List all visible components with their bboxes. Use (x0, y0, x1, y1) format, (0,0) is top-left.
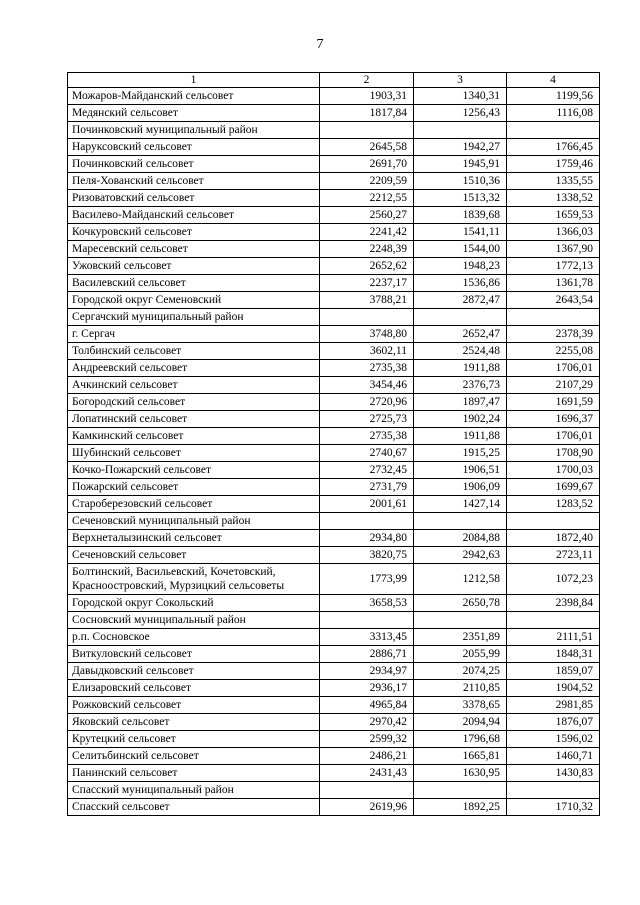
table-row (68, 697, 600, 714)
row-value-col3 (414, 513, 507, 530)
row-name-cell: Сосновский муниципальный район (68, 612, 320, 629)
row-name-cell: Богородский сельсовет (68, 394, 320, 411)
row-value-col3: 1256,43 (414, 105, 507, 122)
row-value-col4: 2255,08 (507, 343, 600, 360)
row-value-col4: 1759,46 (507, 156, 600, 173)
row-value-col4: 1772,13 (507, 258, 600, 275)
table-row (68, 88, 600, 105)
row-value-col4: 1366,03 (507, 224, 600, 241)
row-value-col2: 3602,11 (320, 343, 414, 360)
row-name-cell: Ачкинский сельсовет (68, 377, 320, 394)
row-value-col4: 1876,07 (507, 714, 600, 731)
column-header-3: 3 (414, 73, 507, 88)
row-value-col3: 2351,89 (414, 629, 507, 646)
row-name-cell: Пожарский сельсовет (68, 479, 320, 496)
row-value-col4: 1859,07 (507, 663, 600, 680)
row-value-col3: 1427,14 (414, 496, 507, 513)
row-value-col2: 2934,97 (320, 663, 414, 680)
table-row (68, 530, 600, 547)
table-row (68, 731, 600, 748)
table-row (68, 292, 600, 309)
row-value-col2: 2691,70 (320, 156, 414, 173)
row-value-col4: 1872,40 (507, 530, 600, 547)
row-value-col4: 1367,90 (507, 241, 600, 258)
row-name-cell: Сергачский муниципальный район (68, 309, 320, 326)
row-value-col2: 2248,39 (320, 241, 414, 258)
table-row (68, 241, 600, 258)
row-value-col3: 1942,27 (414, 139, 507, 156)
table-row (68, 275, 600, 292)
row-value-col4: 1199,56 (507, 88, 600, 105)
table-row (68, 326, 600, 343)
row-value-col4: 1335,55 (507, 173, 600, 190)
row-value-col3: 2084,88 (414, 530, 507, 547)
row-value-col4: 2643,54 (507, 292, 600, 309)
row-name-cell: Медянский сельсовет (68, 105, 320, 122)
row-value-col4: 1691,59 (507, 394, 600, 411)
row-value-col2: 2237,17 (320, 275, 414, 292)
column-header-4: 4 (507, 73, 600, 88)
row-value-col2: 4965,84 (320, 697, 414, 714)
table-row (68, 799, 600, 816)
row-value-col3: 2650,78 (414, 595, 507, 612)
row-value-col4: 1848,31 (507, 646, 600, 663)
row-name-cell: Шубинский сельсовет (68, 445, 320, 462)
row-value-col4: 1596,02 (507, 731, 600, 748)
row-value-col3: 1212,58 (414, 564, 507, 595)
table-row (68, 564, 600, 595)
row-value-col3: 1536,86 (414, 275, 507, 292)
row-value-col3: 2074,25 (414, 663, 507, 680)
table-row (68, 207, 600, 224)
row-value-col2: 2725,73 (320, 411, 414, 428)
table-row (68, 309, 600, 326)
row-name-cell: Виткуловский сельсовет (68, 646, 320, 663)
row-value-col3 (414, 612, 507, 629)
row-value-col2: 2619,96 (320, 799, 414, 816)
row-name-cell: Давыдковский сельсовет (68, 663, 320, 680)
row-name-cell: Толбинский сельсовет (68, 343, 320, 360)
table-row (68, 479, 600, 496)
row-name-cell: Починковский муниципальный район (68, 122, 320, 139)
row-value-col2: 3748,80 (320, 326, 414, 343)
table-row (68, 190, 600, 207)
row-name-cell: Камкинский сельсовет (68, 428, 320, 445)
row-value-col4: 1283,52 (507, 496, 600, 513)
row-value-col2: 2970,42 (320, 714, 414, 731)
row-name-cell: Яковский сельсовет (68, 714, 320, 731)
row-name-cell: Сеченовский сельсовет (68, 547, 320, 564)
row-value-col3: 2872,47 (414, 292, 507, 309)
row-value-col2 (320, 612, 414, 629)
row-value-col2: 2735,38 (320, 360, 414, 377)
row-value-col4: 2723,11 (507, 547, 600, 564)
row-value-col3: 2055,99 (414, 646, 507, 663)
row-name-cell: Лопатинский сельсовет (68, 411, 320, 428)
row-name-cell: Верхнеталызинский сельсовет (68, 530, 320, 547)
row-value-col2: 3658,53 (320, 595, 414, 612)
table-row (68, 224, 600, 241)
row-value-col4: 1430,83 (507, 765, 600, 782)
row-value-col2 (320, 309, 414, 326)
row-value-col2: 2486,21 (320, 748, 414, 765)
row-value-col2 (320, 122, 414, 139)
row-name-cell: Кочкуровский сельсовет (68, 224, 320, 241)
row-name-cell: р.п. Сосновское (68, 629, 320, 646)
row-value-col4: 1700,03 (507, 462, 600, 479)
row-value-col3: 1513,32 (414, 190, 507, 207)
row-value-col4: 1699,67 (507, 479, 600, 496)
table-row (68, 360, 600, 377)
row-name-cell: Андреевский сельсовет (68, 360, 320, 377)
table-row (68, 394, 600, 411)
row-value-col4: 2111,51 (507, 629, 600, 646)
table-row (68, 595, 600, 612)
row-name-cell: Ризоватовский сельсовет (68, 190, 320, 207)
table-row (68, 513, 600, 530)
row-value-col4: 1904,52 (507, 680, 600, 697)
row-value-col3: 1665,81 (414, 748, 507, 765)
table-row (68, 646, 600, 663)
row-value-col3: 1906,09 (414, 479, 507, 496)
row-value-col4: 1706,01 (507, 360, 600, 377)
row-value-col3: 1796,68 (414, 731, 507, 748)
row-value-col2: 1817,84 (320, 105, 414, 122)
row-value-col3: 1630,95 (414, 765, 507, 782)
column-header-2: 2 (320, 73, 414, 88)
row-value-col2: 3820,75 (320, 547, 414, 564)
row-name-cell: Сеченовский муниципальный район (68, 513, 320, 530)
row-name-cell: Болтинский, Васильевский, Кочетовский, Красноостровский, Мурзицкий сельсоветы (68, 564, 320, 595)
row-value-col4: 1706,01 (507, 428, 600, 445)
row-value-col2: 3788,21 (320, 292, 414, 309)
row-value-col2: 2735,38 (320, 428, 414, 445)
row-value-col4: 1766,45 (507, 139, 600, 156)
row-value-col3: 1892,25 (414, 799, 507, 816)
row-value-col3: 2376,73 (414, 377, 507, 394)
data-table (67, 72, 600, 816)
row-value-col4: 1659,53 (507, 207, 600, 224)
row-name-cell: Маресевский сельсовет (68, 241, 320, 258)
row-value-col4: 2378,39 (507, 326, 600, 343)
row-value-col4: 2107,29 (507, 377, 600, 394)
row-value-col2: 2886,71 (320, 646, 414, 663)
row-value-col2: 2645,58 (320, 139, 414, 156)
row-name-cell: Рожковский сельсовет (68, 697, 320, 714)
table-row (68, 629, 600, 646)
row-value-col4: 1116,08 (507, 105, 600, 122)
table-row (68, 122, 600, 139)
row-value-col3: 1948,23 (414, 258, 507, 275)
row-value-col3: 2652,47 (414, 326, 507, 343)
row-name-cell: Спасский сельсовет (68, 799, 320, 816)
row-value-col4: 1460,71 (507, 748, 600, 765)
table-row (68, 496, 600, 513)
row-value-col3: 2942,63 (414, 547, 507, 564)
row-value-col3: 1915,25 (414, 445, 507, 462)
row-value-col4: 2981,85 (507, 697, 600, 714)
row-value-col2: 2934,80 (320, 530, 414, 547)
row-value-col4: 1072,23 (507, 564, 600, 595)
row-value-col4: 1338,52 (507, 190, 600, 207)
table-row (68, 445, 600, 462)
row-value-col3: 1340,31 (414, 88, 507, 105)
row-value-col2: 2732,45 (320, 462, 414, 479)
row-value-col4: 2398,84 (507, 595, 600, 612)
row-value-col2: 2212,55 (320, 190, 414, 207)
row-value-col3: 1839,68 (414, 207, 507, 224)
row-value-col2: 2720,96 (320, 394, 414, 411)
row-name-cell: Селитьбинский сельсовет (68, 748, 320, 765)
row-value-col2: 2560,27 (320, 207, 414, 224)
table-row (68, 139, 600, 156)
column-header-1: 1 (68, 73, 320, 88)
row-value-col3: 1906,51 (414, 462, 507, 479)
table-row (68, 173, 600, 190)
row-value-col2: 1773,99 (320, 564, 414, 595)
row-value-col3 (414, 782, 507, 799)
table-row (68, 612, 600, 629)
row-value-col2: 2241,42 (320, 224, 414, 241)
row-value-col3: 1945,91 (414, 156, 507, 173)
row-value-col3: 1911,88 (414, 360, 507, 377)
table-row (68, 156, 600, 173)
row-name-cell: Спасский муниципальный район (68, 782, 320, 799)
row-value-col2 (320, 513, 414, 530)
row-value-col2: 2431,43 (320, 765, 414, 782)
row-value-col2: 2209,59 (320, 173, 414, 190)
header-row (68, 73, 600, 88)
row-value-col3: 1897,47 (414, 394, 507, 411)
row-name-cell: Василевский сельсовет (68, 275, 320, 292)
row-value-col4: 1708,90 (507, 445, 600, 462)
table-row (68, 714, 600, 731)
row-value-col4: 1361,78 (507, 275, 600, 292)
table-row (68, 680, 600, 697)
row-value-col3 (414, 309, 507, 326)
table-row (68, 748, 600, 765)
row-value-col3 (414, 122, 507, 139)
row-value-col3: 1544,00 (414, 241, 507, 258)
row-name-cell: Крутецкий сельсовет (68, 731, 320, 748)
row-value-col3: 1911,88 (414, 428, 507, 445)
row-value-col2: 2740,67 (320, 445, 414, 462)
row-name-cell: Елизаровский сельсовет (68, 680, 320, 697)
table-row (68, 663, 600, 680)
row-value-col3: 1902,24 (414, 411, 507, 428)
row-value-col2: 2731,79 (320, 479, 414, 496)
row-value-col2: 2599,32 (320, 731, 414, 748)
row-name-cell: Можаров-Майданский сельсовет (68, 88, 320, 105)
row-value-col3: 2094,94 (414, 714, 507, 731)
row-value-col3: 1541,11 (414, 224, 507, 241)
row-value-col3: 3378,65 (414, 697, 507, 714)
page-number: 7 (316, 37, 324, 52)
row-value-col2: 1903,31 (320, 88, 414, 105)
table-row (68, 462, 600, 479)
row-value-col4 (507, 513, 600, 530)
table-row (68, 765, 600, 782)
row-name-cell: Пеля-Хованский сельсовет (68, 173, 320, 190)
row-name-cell: Панинский сельсовет (68, 765, 320, 782)
row-value-col2: 2652,62 (320, 258, 414, 275)
row-value-col3: 2524,48 (414, 343, 507, 360)
table-row (68, 428, 600, 445)
table-row (68, 105, 600, 122)
row-value-col3: 1510,36 (414, 173, 507, 190)
table-row (68, 258, 600, 275)
row-value-col3: 2110,85 (414, 680, 507, 697)
table-row (68, 411, 600, 428)
row-value-col4 (507, 612, 600, 629)
row-name-cell: г. Сергач (68, 326, 320, 343)
row-value-col2: 2001,61 (320, 496, 414, 513)
row-value-col2: 2936,17 (320, 680, 414, 697)
row-value-col2: 3454,46 (320, 377, 414, 394)
row-name-cell: Василево-Майданский сельсовет (68, 207, 320, 224)
row-name-cell: Кочко-Пожарский сельсовет (68, 462, 320, 479)
row-value-col4: 1696,37 (507, 411, 600, 428)
row-value-col4 (507, 122, 600, 139)
row-value-col4 (507, 309, 600, 326)
row-value-col2: 3313,45 (320, 629, 414, 646)
row-name-cell: Ужовский сельсовет (68, 258, 320, 275)
row-name-cell: Наруксовский сельсовет (68, 139, 320, 156)
row-name-cell: Староберезовский сельсовет (68, 496, 320, 513)
row-value-col4: 1710,32 (507, 799, 600, 816)
table-row (68, 782, 600, 799)
row-value-col4 (507, 782, 600, 799)
table-row (68, 343, 600, 360)
table-row (68, 377, 600, 394)
row-value-col2 (320, 782, 414, 799)
row-name-cell: Починковский сельсовет (68, 156, 320, 173)
table-row (68, 547, 600, 564)
row-name-cell: Городской округ Семеновский (68, 292, 320, 309)
row-name-cell: Городской округ Сокольский (68, 595, 320, 612)
